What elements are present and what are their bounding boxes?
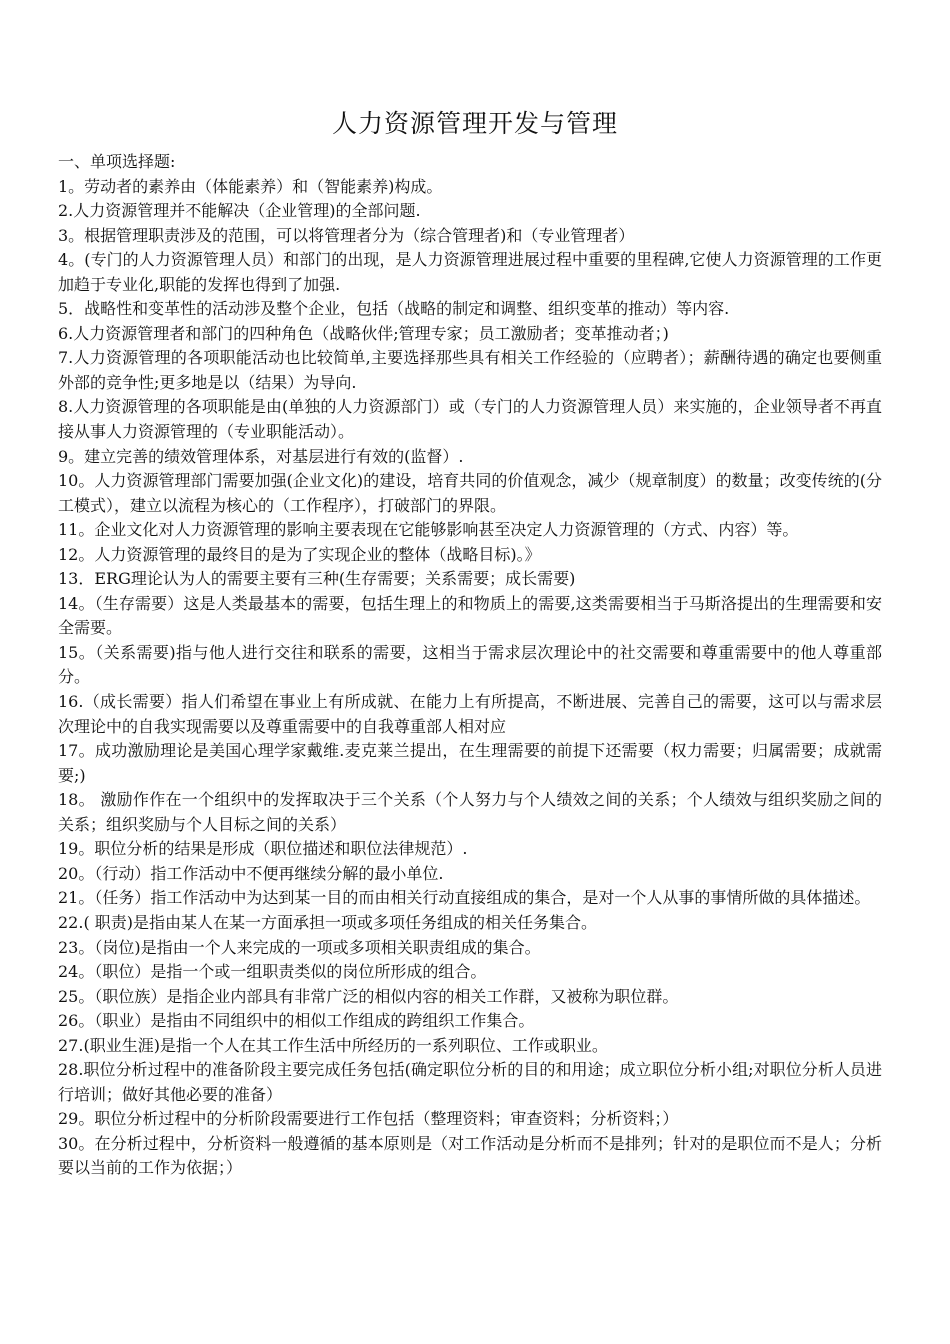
question-item: 18。 激励作作在一个组织中的发挥取决于三个关系（个人努力与个人绩效之间的关系；个人绩效与组织奖励之间的关系；组织奖励与个人目标之间的关系） — [58, 790, 882, 834]
document-body — [58, 150, 882, 1181]
question-item: 6.人力资源管理者和部门的四种角色（战略伙伴;管理专家；员工激励者；变革推动者；) — [58, 323, 669, 343]
question-item: 19。职位分析的结果是形成（职位描述和职位法律规范）. — [58, 839, 468, 859]
question-item: 21。（任务）指工作活动中为达到某一目的而由相关行动直接组成的集合，是对一个人从事的事情所做的具体描述。 — [58, 888, 871, 908]
question-item: 14。（生存需要）这是人类最基本的需要，包括生理上的和物质上的需要,这类需要相当于马斯洛提出的生理需要和安全需要。 — [58, 593, 882, 638]
question-item: 17。成功激励理论是美国心理学家戴维.麦克莱兰提出，在生理需要的前提下还需要（权力需要；归属需要；成就需要;) — [58, 741, 882, 785]
question-item: 29。职位分析过程中的分析阶段需要进行工作包括（整理资料；审查资料；分析资料；） — [58, 1109, 679, 1129]
question-item: 1。劳动者的素养由（体能素养）和（智能素养)构成。 — [58, 176, 443, 196]
question-item: 7.人力资源管理的各项职能活动也比较简单,主要选择那些具有相关工作经验的（应聘者）；薪酬待遇的确定也要侧重外部的竞争性;更多地是以（结果）为导向. — [58, 348, 882, 392]
question-item: 9。建立完善的绩效管理体系，对基层进行有效的(监督）. — [58, 446, 464, 466]
question-item: 5．战略性和变革性的活动涉及整个企业，包括（战略的制定和调整、组织变革的推动）等内容. — [58, 299, 730, 319]
document-title: 人力资源管理开发与管理 — [331, 109, 618, 138]
question-item: 2.人力资源管理并不能解决（企业管理)的全部问题. — [58, 201, 421, 221]
question-item: 24。（职位）是指一个或一组职责类似的岗位所形成的组合。 — [58, 962, 487, 982]
question-item: 15。（关系需要)指与他人进行交往和联系的需要，这相当于需求层次理论中的社交需要和尊重需要中的他人尊重部分。 — [58, 642, 882, 687]
question-item: 13．ERG理论认为人的需要主要有三种(生存需要；关系需要；成长需要) — [58, 569, 576, 589]
question-item: 26。（职业）是指由不同组织中的相似工作组成的跨组织工作集合。 — [58, 1011, 535, 1031]
question-item: 28.职位分析过程中的准备阶段主要完成任务包括(确定职位分析的目的和用途；成立职位分析小组;对职位分析人员进行培训；做好其他必要的准备） — [58, 1060, 882, 1104]
question-item: 25。（职位族）是指企业内部具有非常广泛的相似内容的相关工作群，又被称为职位群。 — [58, 986, 679, 1006]
question-item: 27.(职业生涯)是指一个人在其工作生活中所经历的一系列职位、工作或职业。 — [58, 1035, 608, 1055]
question-item: 22.( 职责)是指由某人在某一方面承担一项或多项任务组成的相关任务集合。 — [58, 912, 598, 932]
question-item: 20。（行动）指工作活动中不便再继续分解的最小单位. — [58, 863, 444, 883]
question-item: 4。(专门的人力资源管理人员）和部门的出现，是人力资源管理进展过程中重要的里程碑,它使人力资源管理的工作更加趋于专业化,职能的发挥也得到了加强. — [58, 250, 882, 294]
question-item: 12。人力资源管理的最终目的是为了实现企业的整体（战略目标)。》 — [58, 544, 541, 564]
question-item: 11。企业文化对人力资源管理的影响主要表现在它能够影响甚至决定人力资源管理的（方式、内容）等。 — [58, 520, 799, 540]
question-item: 10。人力资源管理部门需要加强(企业文化)的建设，培育共同的价值观念，减少（规章制度）的数量；改变传统的(分工模式），建立以流程为核心的（工作程序），打破部门的界限。 — [58, 471, 882, 515]
question-item: 23。（岗位)是指由一个人来完成的一项或多项相关职责组成的集合。 — [58, 937, 541, 957]
question-item: 30。在分析过程中，分析资料一般遵循的基本原则是（对工作活动是分析而不是排列；针对的是职位而不是人；分析要以当前的工作为依据；） — [58, 1133, 882, 1178]
question-item: 3。根据管理职责涉及的范围，可以将管理者分为（综合管理者)和（专业管理者） — [58, 225, 635, 245]
question-item: 8.人力资源管理的各项职能是由(单独的人力资源部门）或（专门的人力资源管理人员）来实施的，企业领导者不再直接从事人力资源管理的（专业职能活动）。 — [58, 397, 882, 442]
section-heading: 一、单项选择题: — [58, 152, 176, 171]
question-item: 16.（成长需要）指人们希望在事业上有所成就、在能力上有所提高，不断进展、完善自己的需要，这可以与需求层次理论中的自我实现需要以及尊重需要中的自我尊重部人相对应 — [58, 692, 882, 736]
